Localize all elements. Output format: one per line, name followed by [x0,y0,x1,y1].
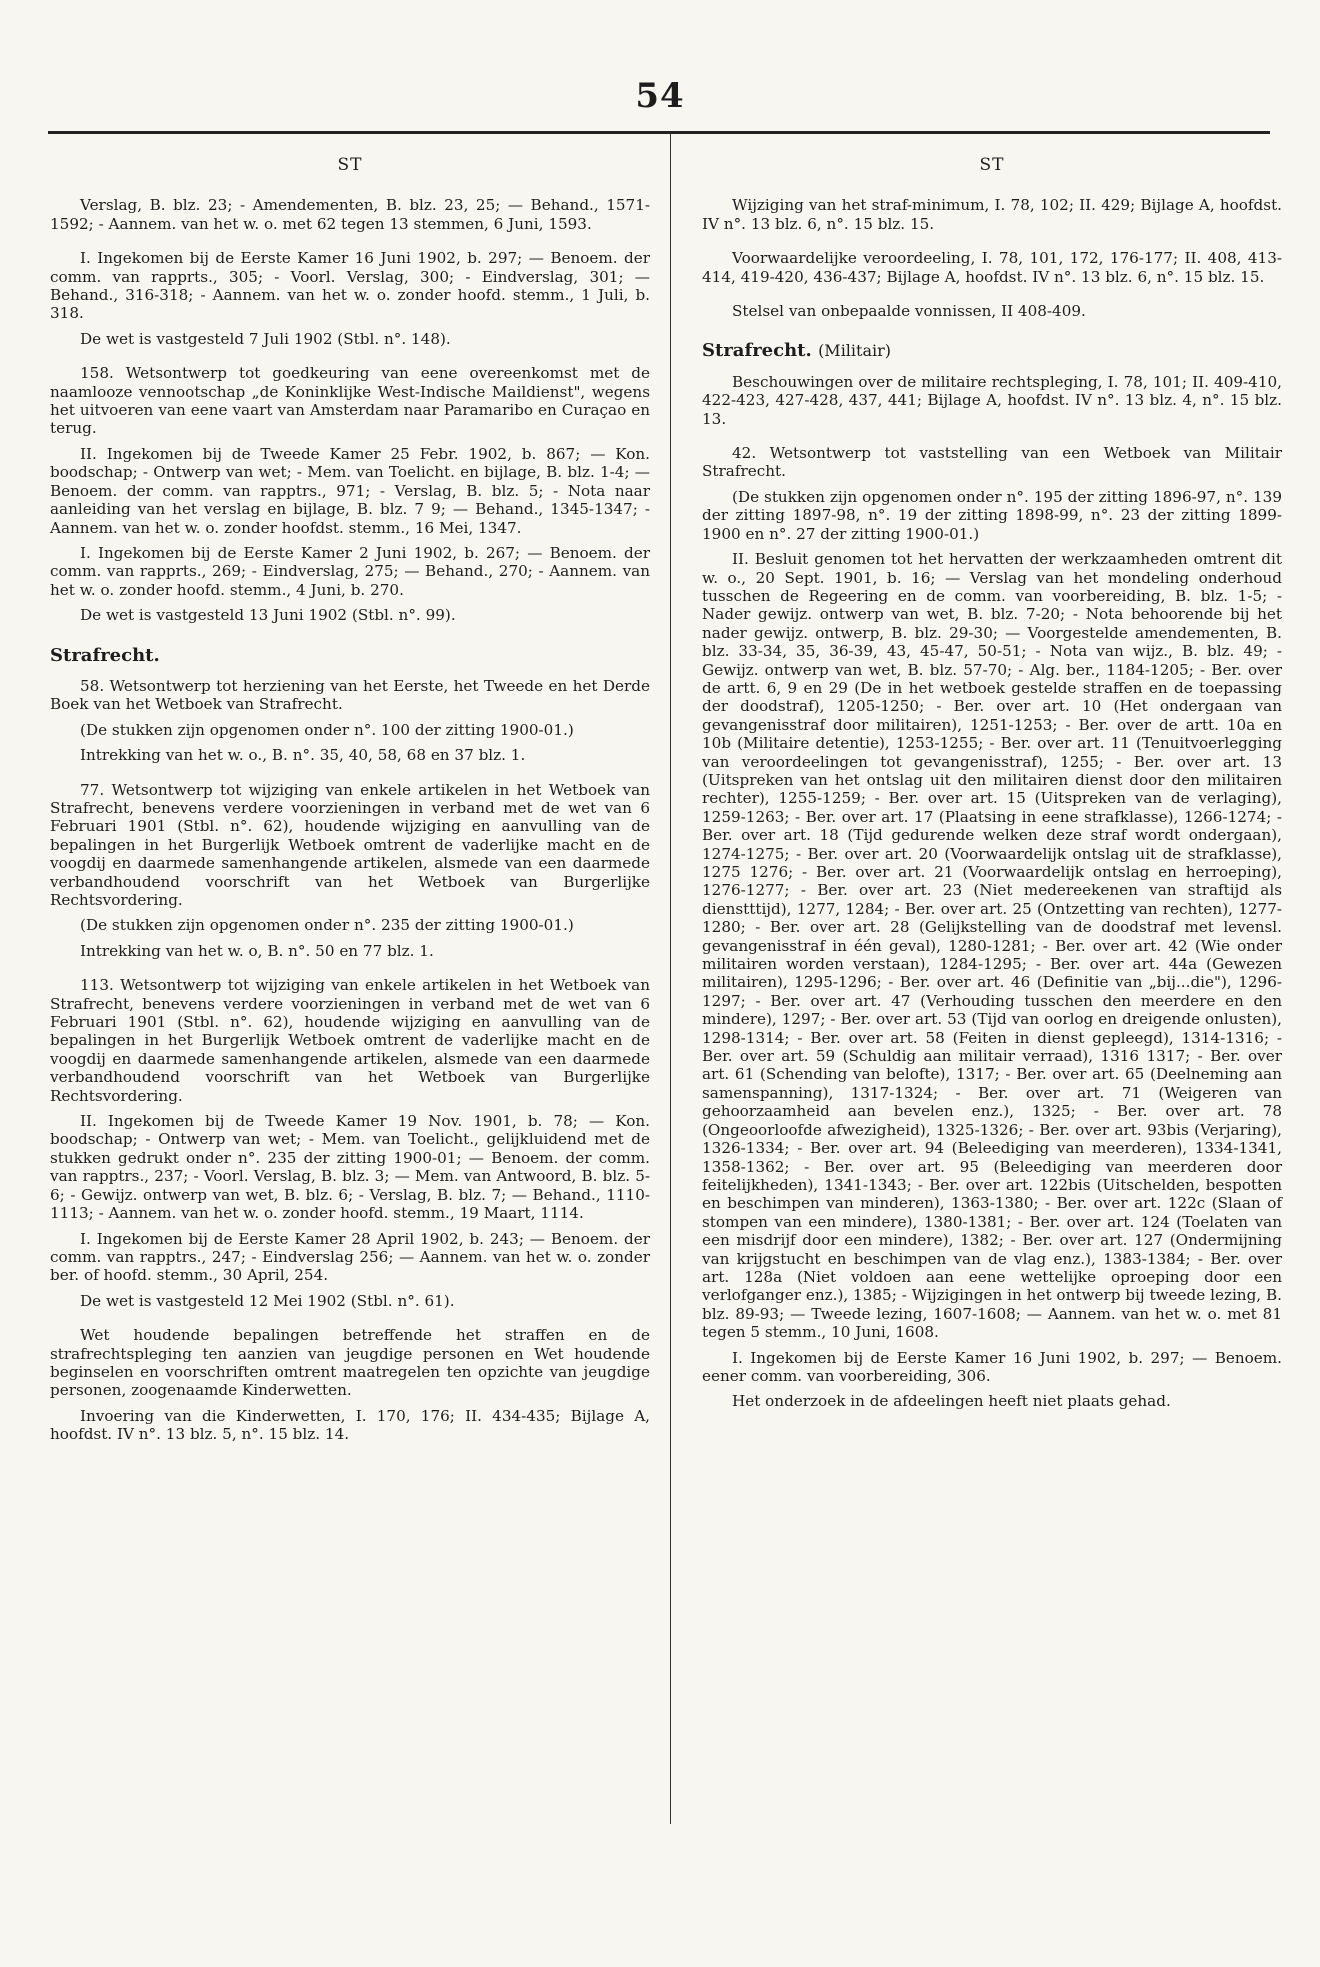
section-strafrecht-militair [702,342,1282,360]
entry-113-eerste-kamer: I. Ingekomen bij de Eerste Kamer 28 April 1902, b. 243; — Benoem. der comm. van rapptrs., 247; - Eindverslag 256; — Aannem. van het w. o. zonder ber. of hoofd. stemm., 30 April, 254. [50,1229,650,1285]
column-divider [670,134,671,1824]
kinderwetten-para: Wet houdende bepalingen betreffende het straffen en de strafrechtspleging ten aanzien van jeugdige personen en Wet houdende beginselen en voorschriften omtrent maatregelen ten opzichte van jeugdige personen, zoogenaamde Kinderwetten. [50,1326,650,1400]
header-rule [48,131,1270,134]
entry-42-tweede-kamer: II. Besluit genomen tot het hervatten der werkzaamheden omtrent dit w. o., 20 Sept. 1901, b. 16; — Verslag van het mondeling onderhoud tusschen de Regeering en de comm. van voorbereiding, B. blz. 1-5; - Nader gewijz. ontwerp van wet, B. blz. 7-20; - Nota behoorende bij het nader gewijz. ontwerp, B. blz. 29-30; — Voorgestelde amendementen, B. blz. 33-34, 35, 36-39, 43, 45-47, 50-51; - Nota van wijz., B. blz. 49; - Gewijz. ontwerp van wet, B. blz. 57-70; - Alg. ber., 1184-1205; - Ber. over de artt. 6, 9 en 29 (De in het wetboek gestelde straffen en de toepassing der doodstraf), 1205-1250; - Ber. over art. 10 (Het ondergaan van gevangenisstraf door militairen), 1251-1253; - Ber. over de artt. 10a en 10b (Militaire detentie), 1253-1255; - Ber. over art. 11 (Tenuitvoerlegging van veroordeelingen tot gevangenisstraf), 1255; - Ber. over art. 13 (Uitspreken van het ontslag uit den militairen dienst door den militairen rechter), 1255-1259; - Ber. over art. 15 (Uitspreken van de verlaging), 1259-1263; - Ber. over art. 17 (Plaatsing in eene strafklasse), 1266-1274; - Ber. over art. 18 (Tijd gedurende welken deze straf wordt ondergaan), 1274-1275; - Ber. over art. 20 (Voorwaardelijk ontslag uit de strafklasse), 1275 1276; - Ber. over art. 21 (Voorwaardelijk ontslag en herroeping), 1276-1277; - Ber. over art. 23 (Niet medereekenen van straftijd als dienstttijd), 1277, 1284; - Ber. over art. 25 (Ontzetting van rechten), 1277-1280; - Ber. over art. 28 (Gelijkstelling van de doodstraf met levensl. gevangenisstraf in één geval), 1280-1281; - Ber. over art. 42 (Wie onder militairen worden verstaan), 1284-1295; - Ber. over art. 44a (Gewezen militairen), 1295-1296; - Ber. over art. 46 (Definitie van „bij...die"), 1296-1297; - Ber. over art. 47 (Verhouding tusschen den meerdere en den mindere), 1297; - Ber. over art. 53 (Tijd van oorlog en dreigende onlusten), 1298-1314; - Ber. over art. 58 (Feiten in dienst gepleegd), 1314-1316; - Ber. over art. 59 (Schuldig aan militair verraad), 1316 1317; - Ber. over art. 61 (Schending van belofte), 1317; - Ber. over art. 65 (Deelneming aan samenspanning), 1317-1324; - Ber. over art. 71 (Weigeren van gehoorzaamheid aan bevelen enz.), 1325; - Ber. over art. 78 (Ongeoorloofde afwezigheid), 1325-1326; - Ber. over art. 93bis (Verjaring), 1326-1334; - Ber. over art. 94 (Beleediging van meerderen), 1334-1341, 1358-1362; - Ber. over art. 95 (Beleediging van meerderen door feitelijkheden), 1341-1343; - Ber. over art. 122bis (Uitschelden, bespotten en beschimpen van minderen), 1363-1380; - Ber. over art. 122c (Slaan of stompen van een mindere), 1380-1381; - Ber. over art. 124 (Toelaten van een misdrijf door een mindere), 1382; - Ber. over art. 127 (Ondermijning van krijgstucht en beschimpen van de vlag enz.), 1383-1384; - Ber. over art. 128a (Niet voldoen aan eene wettelijke oproeping door een verlofganger enz.), 1385; - Wijzigingen in het ontwerp bij tweede lezing, B. blz. 89-93; — Tweede lezing, 1607-1608; — Aannem. van het w. o. met 81 tegen 5 stemm., 10 Juni, 1608. [702,550,1282,1342]
entry-42-stukken: (De stukken zijn opgenomen onder n°. 195 der zitting 1896-97, n°. 139 der zitting 1897-98, n°. 19 der zitting 1898-99, n°. 23 der zitting 1899-1900 en n°. 27 der zitting 1900-01.) [702,487,1282,543]
entry-77-title: 77. Wetsontwerp tot wijziging van enkele artikelen in het Wetboek van Strafrecht, benevens verdere voorzieningen in verband met de wet van 6 Februari 1901 (Stbl. n°. 62), houdende wijziging en aanvulling van de bepalingen in het Burgerlijk Wetboek omtrent de vaderlijke macht en de voogdij en daarmede samenhangende artikelen, alsmede van een daarmede verbandhoudend voorschrift van het Wetboek van Burgerlijke Rechtsvordering. [50,780,650,909]
section-subtitle: (Militair) [818,341,892,361]
entry-58-stukken: (De stukken zijn opgenomen onder n°. 100 der zitting 1900-01.) [80,720,574,739]
section-title: Strafrecht. [702,340,812,362]
entry-58-title: 58. Wetsontwerp tot herziening van het Eerste, het Tweede en het Derde Boek van het Wetboek van Strafrecht. [50,676,650,714]
left-para-2: I. Ingekomen bij de Eerste Kamer 16 Juni 1902, b. 297; — Benoem. der comm. van rapprts., 305; - Voorl. Verslag, 300; - Eindverslag, 301; — Behand., 316-318; - Aannem. van het w. o. zonder hoofd. stemm., 1 Juli, b. 318. [50,249,650,323]
entry-158-tweede-kamer: II. Ingekomen bij de Tweede Kamer 25 Febr. 1902, b. 867; — Kon. boodschap; - Ontwerp van wet; - Mem. van Toelicht. en bijlage, B. blz. 1-4; — Benoem. der comm. van rapptrs., 971; - Verslag, B. blz. 5; - Nota naar aanleiding van het verslag en bijlage, B. blz. 7 9; — Behand., 1345-1347; - Aannem. van het w. o. zonder hoofdst. stemm., 16 Mei, 1347. [50,444,650,537]
right-column-head: ST [979,155,1005,175]
kinderwetten-invoering: Invoering van die Kinderwetten, I. 170, 176; II. 434-435; Bijlage A, hoofdst. IV n°. 13 blz. 5, n°. 15 blz. 14. [50,1406,650,1444]
section-strafrecht: Strafrecht. [50,644,160,666]
militaire-rechtspleging: Beschouwingen over de militaire rechtspleging, I. 78, 101; II. 409-410, 422-423, 427-428, 437, 441; Bijlage A, hoofdst. IV n°. 13 blz. 4, n°. 15 blz. 13. [702,372,1282,428]
right-para-3: Stelsel van onbepaalde vonnissen, II 408-409. [732,302,1086,321]
entry-42-afdeelingen: Het onderzoek in de afdeelingen heeft niet plaats gehad. [732,1392,1171,1411]
left-column-head: ST [337,155,363,175]
entry-42-title: 42. Wetsontwerp tot vaststelling van een Wetboek van Militair Strafrecht. [702,444,1282,481]
left-para-3: De wet is vastgesteld 7 Juli 1902 (Stbl. n°. 148). [80,329,451,348]
entry-77-stukken: (De stukken zijn opgenomen onder n°. 235 der zitting 1900-01.) [80,916,574,935]
entry-158-eerste-kamer: I. Ingekomen bij de Eerste Kamer 2 Juni 1902, b. 267; — Benoem. der comm. van rapprts., 269; - Eindverslag, 275; — Behand., 270; - Aannem. van het w. o. zonder hoofd. stemm., 4 Juni, b. 270. [50,543,650,599]
left-para-1: Verslag, B. blz. 23; - Amendementen, B. blz. 23, 25; — Behand., 1571-1592; - Aannem. van het w. o. met 62 tegen 13 stemmen, 6 Juni, 1593. [50,196,650,233]
page-number: 54 [635,76,685,116]
entry-113-tweede-kamer: II. Ingekomen bij de Tweede Kamer 19 Nov. 1901, b. 78; — Kon. boodschap; - Ontwerp van wet; - Mem. van Toelicht., gelijkluidend met de stukken gedrukt onder n°. 235 der zitting 1900-01; — Benoem. der comm. van rapptrs., 237; - Voorl. Verslag, B. blz. 3; — Mem. van Antwoord, B. blz. 5-6; - Gewijz. ontwerp van wet, B. blz. 6; - Verslag, B. blz. 7; — Behand., 1110-1113; - Aannem. van het w. o. zonder hoofd. stemm., 19 Maart, 1114. [50,1112,650,1223]
entry-42-eerste-kamer: I. Ingekomen bij de Eerste Kamer 16 Juni 1902, b. 297; — Benoem. eener comm. van voorbereiding, 306. [702,1348,1282,1385]
right-para-1: Wijziging van het straf-minimum, I. 78, 102; II. 429; Bijlage A, hoofdst. IV n°. 13 blz. 6, n°. 15 blz. 15. [702,196,1282,233]
entry-158-wet: De wet is vastgesteld 13 Juni 1902 (Stbl. n°. 99). [80,606,456,625]
entry-158-title: 158. Wetsontwerp tot goedkeuring van eene overeenkomst met de naamlooze vennootschap „de Koninklijke West-Indische Maildienst", wegens het uitvoeren van eene vaart van Amsterdam naar Paramaribo en Curaçao en terug. [50,364,650,438]
entry-113-wet: De wet is vastgesteld 12 Mei 1902 (Stbl. n°. 61). [80,1291,455,1310]
entry-58-intrekking: Intrekking van het w. o., B. n°. 35, 40, 58, 68 en 37 blz. 1. [80,746,526,765]
right-para-2: Voorwaardelijke veroordeeling, I. 78, 101, 172, 176-177; II. 408, 413-414, 419-420, 436-437; Bijlage A, hoofdst. IV n°. 13 blz. 6, n°. 15 blz. 15. [702,249,1282,286]
right-column [702,150,1282,1418]
left-column [50,150,650,1451]
entry-113-title: 113. Wetsontwerp tot wijziging van enkele artikelen in het Wetboek van Strafrecht, benevens verdere voorzieningen in verband met de wet van 6 Februari 1901 (Stbl. n°. 62), houdende wijziging en aanvulling van de bepalingen in het Burgerlijk Wetboek omtrent de vaderlijke macht en de voogdij en daarmede samenhangende artikelen, alsmede van een daarmede verbandhoudend voorschrift van het Wetboek van Burgerlijke Rechtsvordering. [50,976,650,1105]
entry-77-intrekking: Intrekking van het w. o, B. n°. 50 en 77 blz. 1. [80,941,434,960]
